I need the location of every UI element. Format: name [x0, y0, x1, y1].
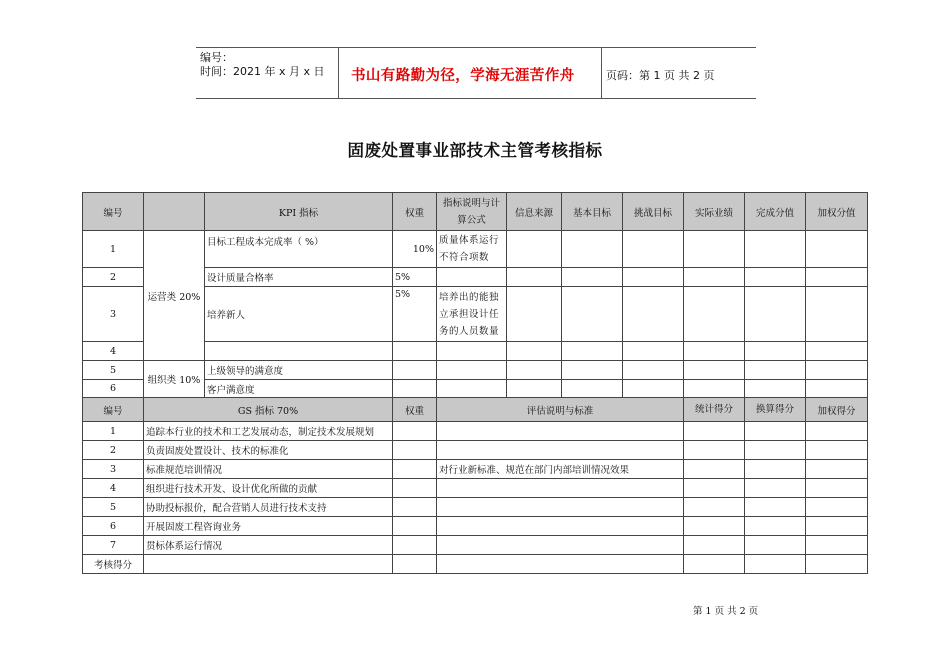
row-no: 3 — [83, 287, 144, 342]
col-header-blank — [144, 193, 205, 231]
col-header-weight: 权重 — [393, 193, 437, 231]
motto-text: 书山有路勤为径，学海无涯苦作舟 — [351, 68, 575, 84]
category-operation: 运营类 20% — [144, 231, 205, 361]
kpi-indicator: 设计质量合格率 — [205, 268, 393, 287]
gs-weight — [393, 517, 437, 536]
kpi-weighted — [806, 268, 868, 287]
gs-indicator: 追踪本行业的技术和工艺发展动态，制定技术发展规划 — [144, 422, 393, 441]
kpi-weight: 10% — [393, 231, 437, 268]
total-convert — [745, 555, 806, 574]
row-no: 3 — [83, 460, 144, 479]
kpi-weight — [393, 361, 437, 380]
gs-eval — [437, 517, 684, 536]
table-row — [83, 498, 868, 517]
kpi-weighted — [806, 342, 868, 361]
gs-header-stat: 统计得分 — [684, 398, 745, 422]
assessment-table — [82, 192, 868, 574]
table-row — [83, 422, 868, 441]
gs-header-weight: 权重 — [393, 398, 437, 422]
time-label: 时间：2021 年 x 月 x 日 — [200, 65, 325, 78]
kpi-challenge — [623, 287, 684, 342]
kpi-weighted — [806, 361, 868, 380]
kpi-base — [562, 268, 623, 287]
gs-weight — [393, 479, 437, 498]
gs-weight — [393, 422, 437, 441]
kpi-actual — [684, 268, 745, 287]
kpi-source — [507, 380, 562, 398]
total-stat — [684, 555, 745, 574]
kpi-weight: 5% — [393, 287, 437, 342]
kpi-desc — [437, 380, 507, 398]
gs-convert — [745, 479, 806, 498]
row-no: 4 — [83, 342, 144, 361]
row-no: 5 — [83, 361, 144, 380]
kpi-base — [562, 380, 623, 398]
gs-header-eval: 评估说明与标准 — [437, 398, 684, 422]
gs-weighted — [806, 422, 868, 441]
page-title: 固废处置事业部技术主管考核指标 — [347, 141, 603, 160]
col-header-weighted: 加权分值 — [806, 193, 868, 231]
kpi-indicator — [205, 342, 393, 361]
col-header-no: 编号 — [83, 193, 144, 231]
gs-weight — [393, 441, 437, 460]
kpi-score — [745, 380, 806, 398]
col-header-desc: 指标说明与计算公式 — [437, 193, 507, 231]
table-row — [83, 517, 868, 536]
kpi-score — [745, 287, 806, 342]
total-eval — [437, 555, 684, 574]
document-header — [196, 47, 756, 99]
kpi-weight: 5% — [393, 268, 437, 287]
kpi-desc — [437, 361, 507, 380]
row-no: 1 — [83, 422, 144, 441]
kpi-base — [562, 361, 623, 380]
gs-stat — [684, 517, 745, 536]
gs-stat — [684, 460, 745, 479]
col-header-actual: 实际业绩 — [684, 193, 745, 231]
col-header-kpi: KPI 指标 — [205, 193, 393, 231]
kpi-score — [745, 268, 806, 287]
gs-weighted — [806, 536, 868, 555]
kpi-weight — [393, 380, 437, 398]
gs-weighted — [806, 498, 868, 517]
gs-indicator: 协助投标报价，配合营销人员进行技术支持 — [144, 498, 393, 517]
gs-weight — [393, 460, 437, 479]
gs-eval — [437, 479, 684, 498]
row-no: 7 — [83, 536, 144, 555]
row-no: 1 — [83, 231, 144, 268]
gs-stat — [684, 536, 745, 555]
gs-convert — [745, 517, 806, 536]
kpi-challenge — [623, 361, 684, 380]
gs-weighted — [806, 460, 868, 479]
gs-header-convert: 换算得分 — [745, 398, 806, 422]
gs-eval — [437, 422, 684, 441]
col-header-challenge: 挑战目标 — [623, 193, 684, 231]
row-no: 6 — [83, 380, 144, 398]
kpi-weighted — [806, 287, 868, 342]
gs-eval: 对行业新标准、规范在部门内部培训情况效果 — [437, 460, 684, 479]
gs-weight — [393, 536, 437, 555]
kpi-indicator: 客户满意度 — [205, 380, 393, 398]
gs-stat — [684, 498, 745, 517]
kpi-actual — [684, 287, 745, 342]
kpi-base — [562, 342, 623, 361]
kpi-header-row — [83, 193, 868, 231]
kpi-score — [745, 342, 806, 361]
gs-indicator: 开展固废工程咨询业务 — [144, 517, 393, 536]
table-row — [83, 479, 868, 498]
gs-eval — [437, 536, 684, 555]
kpi-actual — [684, 342, 745, 361]
table-row — [83, 441, 868, 460]
table-row — [83, 460, 868, 479]
gs-convert — [745, 536, 806, 555]
kpi-source — [507, 268, 562, 287]
gs-indicator: 组织进行技术开发、设计优化所做的贡献 — [144, 479, 393, 498]
total-weight — [393, 555, 437, 574]
kpi-challenge — [623, 342, 684, 361]
kpi-desc — [437, 342, 507, 361]
total-indicator — [144, 555, 393, 574]
table-row — [83, 231, 868, 268]
table-row — [83, 536, 868, 555]
kpi-source — [507, 342, 562, 361]
gs-stat — [684, 422, 745, 441]
gs-header-row — [83, 398, 868, 422]
kpi-desc — [437, 268, 507, 287]
gs-convert — [745, 498, 806, 517]
kpi-source — [507, 287, 562, 342]
page-footer: 第 1 页 共 2 页 — [693, 606, 759, 617]
total-label: 考核得分 — [83, 555, 144, 574]
kpi-actual — [684, 361, 745, 380]
gs-header-weighted: 加权得分 — [806, 398, 868, 422]
kpi-desc: 质量体系运行不符合项数 — [437, 231, 507, 268]
row-no: 2 — [83, 441, 144, 460]
col-header-source: 信息来源 — [507, 193, 562, 231]
gs-weight — [393, 498, 437, 517]
row-no: 5 — [83, 498, 144, 517]
total-weighted — [806, 555, 868, 574]
gs-weighted — [806, 479, 868, 498]
gs-weighted — [806, 441, 868, 460]
kpi-score — [745, 361, 806, 380]
gs-header-no: 编号 — [83, 398, 144, 422]
kpi-base — [562, 231, 623, 268]
category-organization: 组织类 10% — [144, 361, 205, 398]
row-no: 6 — [83, 517, 144, 536]
gs-indicator: 标准规范培训情况 — [144, 460, 393, 479]
number-label: 编号： — [200, 51, 233, 64]
gs-header-indicator: GS 指标 70% — [144, 398, 393, 422]
kpi-indicator: 目标工程成本完成率（ %） — [205, 231, 393, 268]
kpi-weighted — [806, 380, 868, 398]
col-header-base: 基本目标 — [562, 193, 623, 231]
total-row — [83, 555, 868, 574]
kpi-challenge — [623, 380, 684, 398]
gs-convert — [745, 422, 806, 441]
row-no: 4 — [83, 479, 144, 498]
col-header-score: 完成分值 — [745, 193, 806, 231]
kpi-score — [745, 231, 806, 268]
gs-indicator: 负责固废处置设计、技术的标准化 — [144, 441, 393, 460]
gs-eval — [437, 441, 684, 460]
kpi-actual — [684, 380, 745, 398]
gs-stat — [684, 479, 745, 498]
gs-stat — [684, 441, 745, 460]
kpi-challenge — [623, 268, 684, 287]
gs-indicator: 贯标体系运行情况 — [144, 536, 393, 555]
row-no: 2 — [83, 268, 144, 287]
kpi-actual — [684, 231, 745, 268]
kpi-base — [562, 287, 623, 342]
kpi-weight — [393, 342, 437, 361]
kpi-source — [507, 361, 562, 380]
gs-eval — [437, 498, 684, 517]
kpi-desc: 培养出的能独立承担设计任务的人员数量 — [437, 287, 507, 342]
kpi-source — [507, 231, 562, 268]
kpi-indicator: 培养新人 — [205, 287, 393, 342]
page-label: 页码：第 1 页 共 2 页 — [606, 69, 715, 82]
header-meta — [200, 51, 325, 79]
kpi-weighted — [806, 231, 868, 268]
kpi-challenge — [623, 231, 684, 268]
gs-convert — [745, 460, 806, 479]
gs-weighted — [806, 517, 868, 536]
kpi-indicator: 上级领导的满意度 — [205, 361, 393, 380]
gs-convert — [745, 441, 806, 460]
table-row — [83, 361, 868, 380]
motto-box — [338, 48, 602, 98]
